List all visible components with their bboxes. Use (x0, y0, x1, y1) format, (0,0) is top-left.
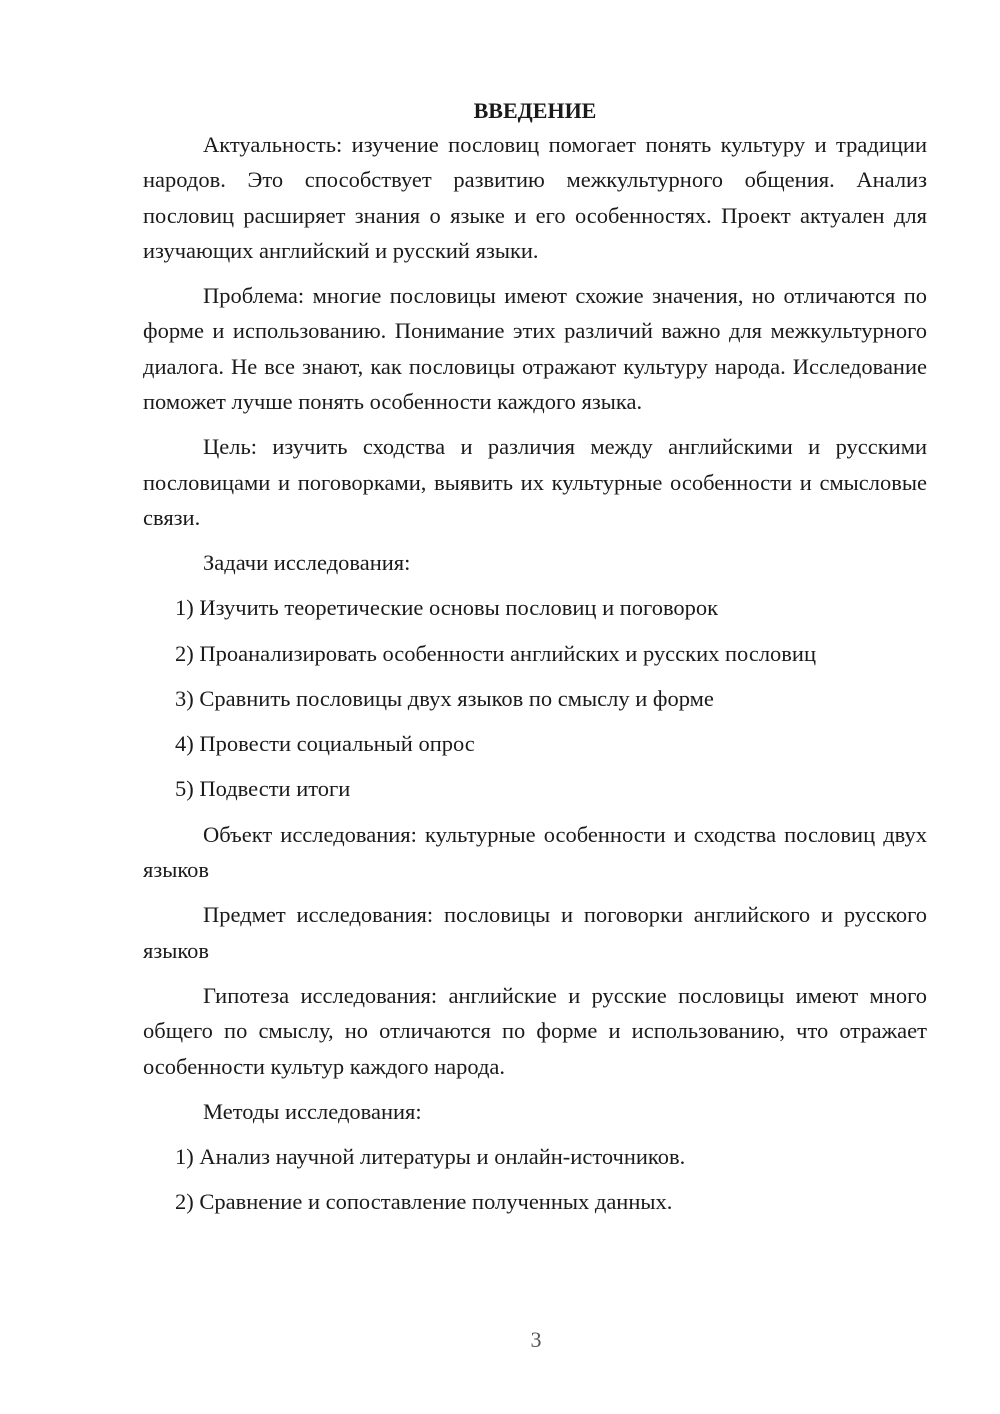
methods-title: Методы исследования: (203, 1098, 422, 1124)
relevance-paragraph: Актуальность: изучение пословиц помогает понять культуру и традиции народов. Это способствует развитию межкультурного общения. Анализ пословиц расширяет знания о языке и его особенностях. Проект актуален для изучающих английский и русский языки. (143, 132, 927, 263)
task-item: 4) Провести социальный опрос (175, 731, 475, 757)
task-item: 2) Проанализировать особенности английских и русских пословиц (175, 640, 817, 666)
page-number: 3 (530, 1327, 542, 1352)
problem-paragraph: Проблема: многие пословицы имеют схожие значения, но отличаются по форме и использованию. Понимание этих различий важно для межкультурного диалога. Не все знают, как пословицы отражают культуру народа. Исследование поможет лучше понять особенности каждого языка. (143, 283, 927, 415)
subject-paragraph: Предмет исследования: пословицы и поговорки английского и русского языков (143, 902, 927, 963)
method-item: 1) Анализ научной литературы и онлайн-источников. (175, 1143, 686, 1169)
method-item: 2) Сравнение и сопоставление полученных данных. (175, 1189, 673, 1215)
hypothesis-paragraph: Гипотеза исследования: английские и русские пословицы имеют много общего по смыслу, но отличаются по форме и использованию, что отражает особенности культур каждого народа. (143, 982, 927, 1079)
object-paragraph: Объект исследования: культурные особенности и сходства пословиц двух языков (143, 821, 927, 883)
task-item: 5) Подвести итоги (175, 776, 351, 802)
tasks-title: Задачи исследования: (203, 550, 411, 576)
goal-paragraph: Цель: изучить сходства и различия между английскими и русскими пословицами и поговорками, выявить их культурные особенности и смысловые связи. (143, 434, 927, 530)
section-heading: ВВЕДЕНИЕ (473, 98, 597, 123)
task-item: 3) Сравнить пословицы двух языков по смыслу и форме (175, 685, 714, 711)
task-item: 1) Изучить теоретические основы пословиц и поговорок (175, 595, 719, 621)
document-page (143, 92, 927, 1229)
